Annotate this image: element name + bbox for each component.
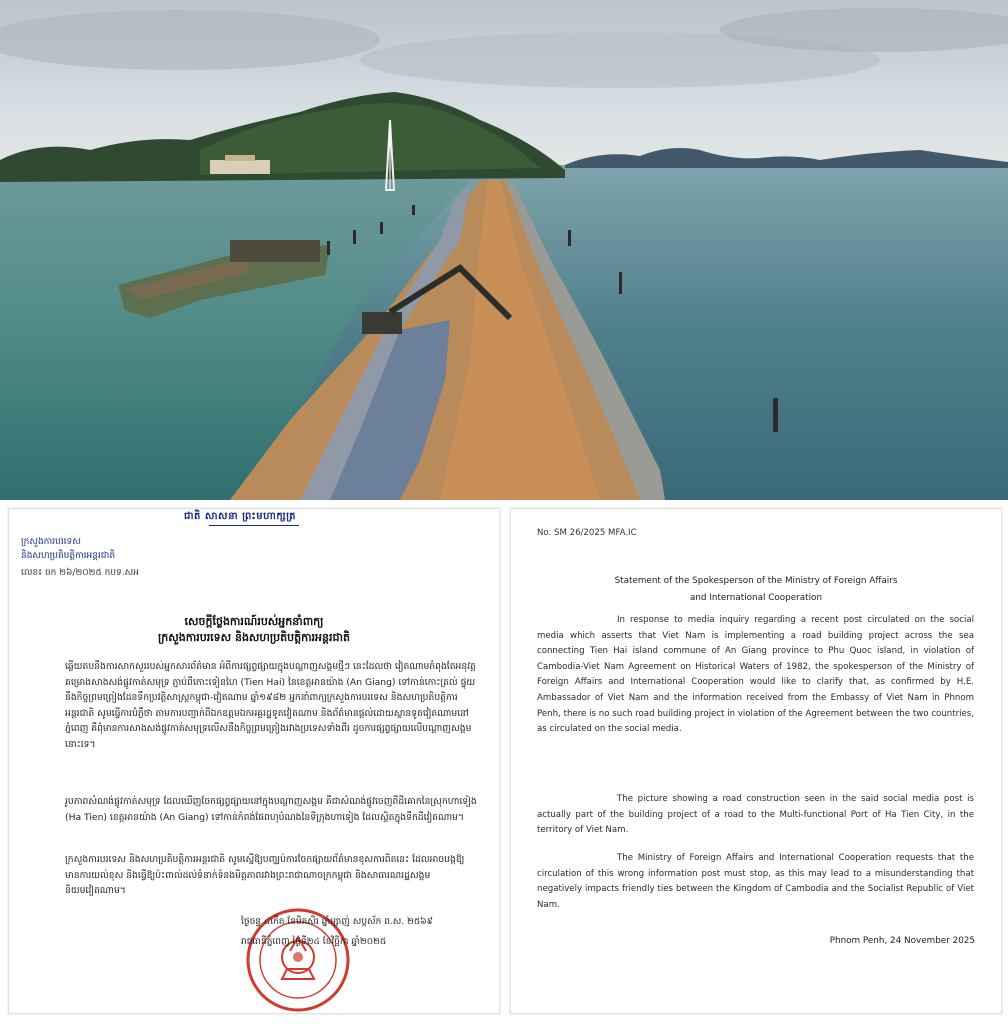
national-motto: ជាតិ សាសនា ព្រះមហាក្សត្រ bbox=[184, 511, 296, 522]
causeway-construction-image bbox=[0, 0, 1008, 500]
ministry-header bbox=[21, 535, 115, 563]
place-and-date: រាជធានីភ្នំពេញ ថ្ងៃទី២៤ ខែវិច្ឆិកា ឆ្នាំ២០២៥ bbox=[241, 937, 387, 947]
statement-title bbox=[511, 573, 1001, 607]
ministry-name-line2: និងសហប្រតិបត្តិការអន្តរជាតិ bbox=[21, 551, 116, 561]
statement-title-line2: and International Cooperation bbox=[689, 593, 823, 603]
statement-title-line1: សេចក្តីថ្លែងការណ៍របស់អ្នកនាំពាក្យ bbox=[184, 615, 324, 628]
paragraph-1: In response to media inquiry regarding a recent post circulated on the social media which asserts that Viet Nam is implementing a road building project across the sea connecting Tien Hai island commune of An Giang province to Phu Quoc island, in violation of Cambodia-Viet Nam Agreement on Historical Waters of 1982, the spokesperson of the Ministry of Foreign Affairs and International Cooperation would like to clarify that, as confirmed by H.E. Ambassador of Viet Nam and the information received from the Embassy of Viet Nam in Phnom Penh, there is no such road building project in violation of the Agreement between the two countries, as circulated on the social media. bbox=[537, 615, 974, 735]
lunar-date: ថ្ងៃចន្ទ ៤កើត ខែមិគសិរ ឆ្នាំម្សាញ់ សប្តស័ក ព.ស. ២៥៦៩ bbox=[241, 917, 433, 927]
paragraph-2: The picture showing a road construction seen in the said social media post is actually part of the building project of a road to the Multi-functional Port of Ha Tien City, in the territory of Viet Nam. bbox=[537, 794, 974, 836]
paragraph-2: រូបភាពសំណង់ផ្លូវកាត់សមុទ្រ ដែលឃើញចែកផ្សព្វផ្សាយនៅក្នុងបណ្តាញសង្គម គឺជាសំណង់ផ្លូវចេញពីដីគោកនៃស្រុកហាទៀង (Ha Tien) ខេត្តអានយ៉ាង (An Giang) ទៅកាន់កំពង់ផែពហុបំណងនៃទីក្រុងហាទៀង ដែលស្ថិតក្នុងទឹកដីវៀតណាម។ bbox=[65, 796, 477, 823]
english-statement-document bbox=[510, 508, 1002, 1014]
paragraph-3: ក្រសួងការបរទេស និងសហប្រតិបត្តិការអន្តរជាតិ សូមស្នើឱ្យបញ្ឈប់ការចែកផ្សាយព័ត៌មានខុសការពិតនេះ ដែលអាចបង្កឱ្យមានការយល់ខុស និងធ្វើឱ្យប៉ះពាល់ដល់ទំនាក់ទំនងមិត្តភាពរវាងព្រះរាជាណាចក្រកម្ពុជា និងសាធារណរដ្ឋសង្គមនិយមវៀតណាម។ bbox=[65, 854, 465, 897]
ministry-name-line1: ក្រសួងការបរទេស bbox=[21, 537, 81, 547]
aerial-photo bbox=[0, 0, 1008, 500]
paragraph-3: The Ministry of Foreign Affairs and International Cooperation requests that the circulation of this wrong information post must stop, as this may lead to a misunderstanding that negatively impacts friendly ties between the Kingdom of Cambodia and the Socialist Republic of Viet Nam. bbox=[537, 853, 974, 910]
statement-title-line1: Statement of the Spokesperson of the Ministry of Foreign Affairs bbox=[614, 576, 898, 586]
reference-number: No. SM 26/2025 MFA.IC bbox=[537, 528, 637, 538]
reference-number: លេខ៖ ចក ២៦/២០២៥ កបទ.សអ bbox=[21, 568, 139, 578]
statement-title-line2: ក្រសួងការបរទេស និងសហប្រតិបត្តិការអន្តរជាតិ bbox=[158, 631, 350, 644]
motto-divider bbox=[209, 525, 299, 526]
place-and-date: Phnom Penh, 24 November 2025 bbox=[829, 936, 975, 946]
khmer-statement-document bbox=[8, 508, 500, 1014]
paragraph-1: ឆ្លើយតបនឹងការសាកសួររបស់អ្នកសារព័ត៌មាន អំពីការផ្សព្វផ្សាយក្នុងបណ្តាញសង្គមថ្មីៗ នេះដែលថា វៀតណាមកំពុងតែអនុវត្តគម្រោងសាងសង់ផ្លូវកាត់សមុទ្រ ភ្ជាប់ពីកោះទៀនហៃ (Tien Hai) នៃខេត្តអានយ៉ាង (An Giang) ទៅកាន់កោះត្រល់ ផ្ទុយនឹងកិច្ចព្រមព្រៀងដែនទឹកប្រវត្តិសាស្ត្រកម្ពុជា-វៀតណាម ឆ្នាំ១៩៨២ អ្នកនាំពាក្យក្រសួងការបរទេស និងសហប្រតិបត្តិការអន្តរជាតិ សូមធ្វើការបំភ្លឺថា តាមការបញ្ជាក់ពីឯកឧត្តមឯកអគ្គរដ្ឋទូតវៀតណាម និងព័ត៌មានផ្តល់ដោយស្ថានទូតវៀតណាមនៅភ្នំពេញ គឺពុំមានការសាងសង់ផ្លូវកាត់សមុទ្រលើសនឹងកិច្ចព្រមព្រៀងរវាងប្រទេសទាំងពីរ ដូចការផ្សព្វផ្សាយលើបណ្តាញសង្គមនោះទេ។ bbox=[65, 661, 476, 750]
